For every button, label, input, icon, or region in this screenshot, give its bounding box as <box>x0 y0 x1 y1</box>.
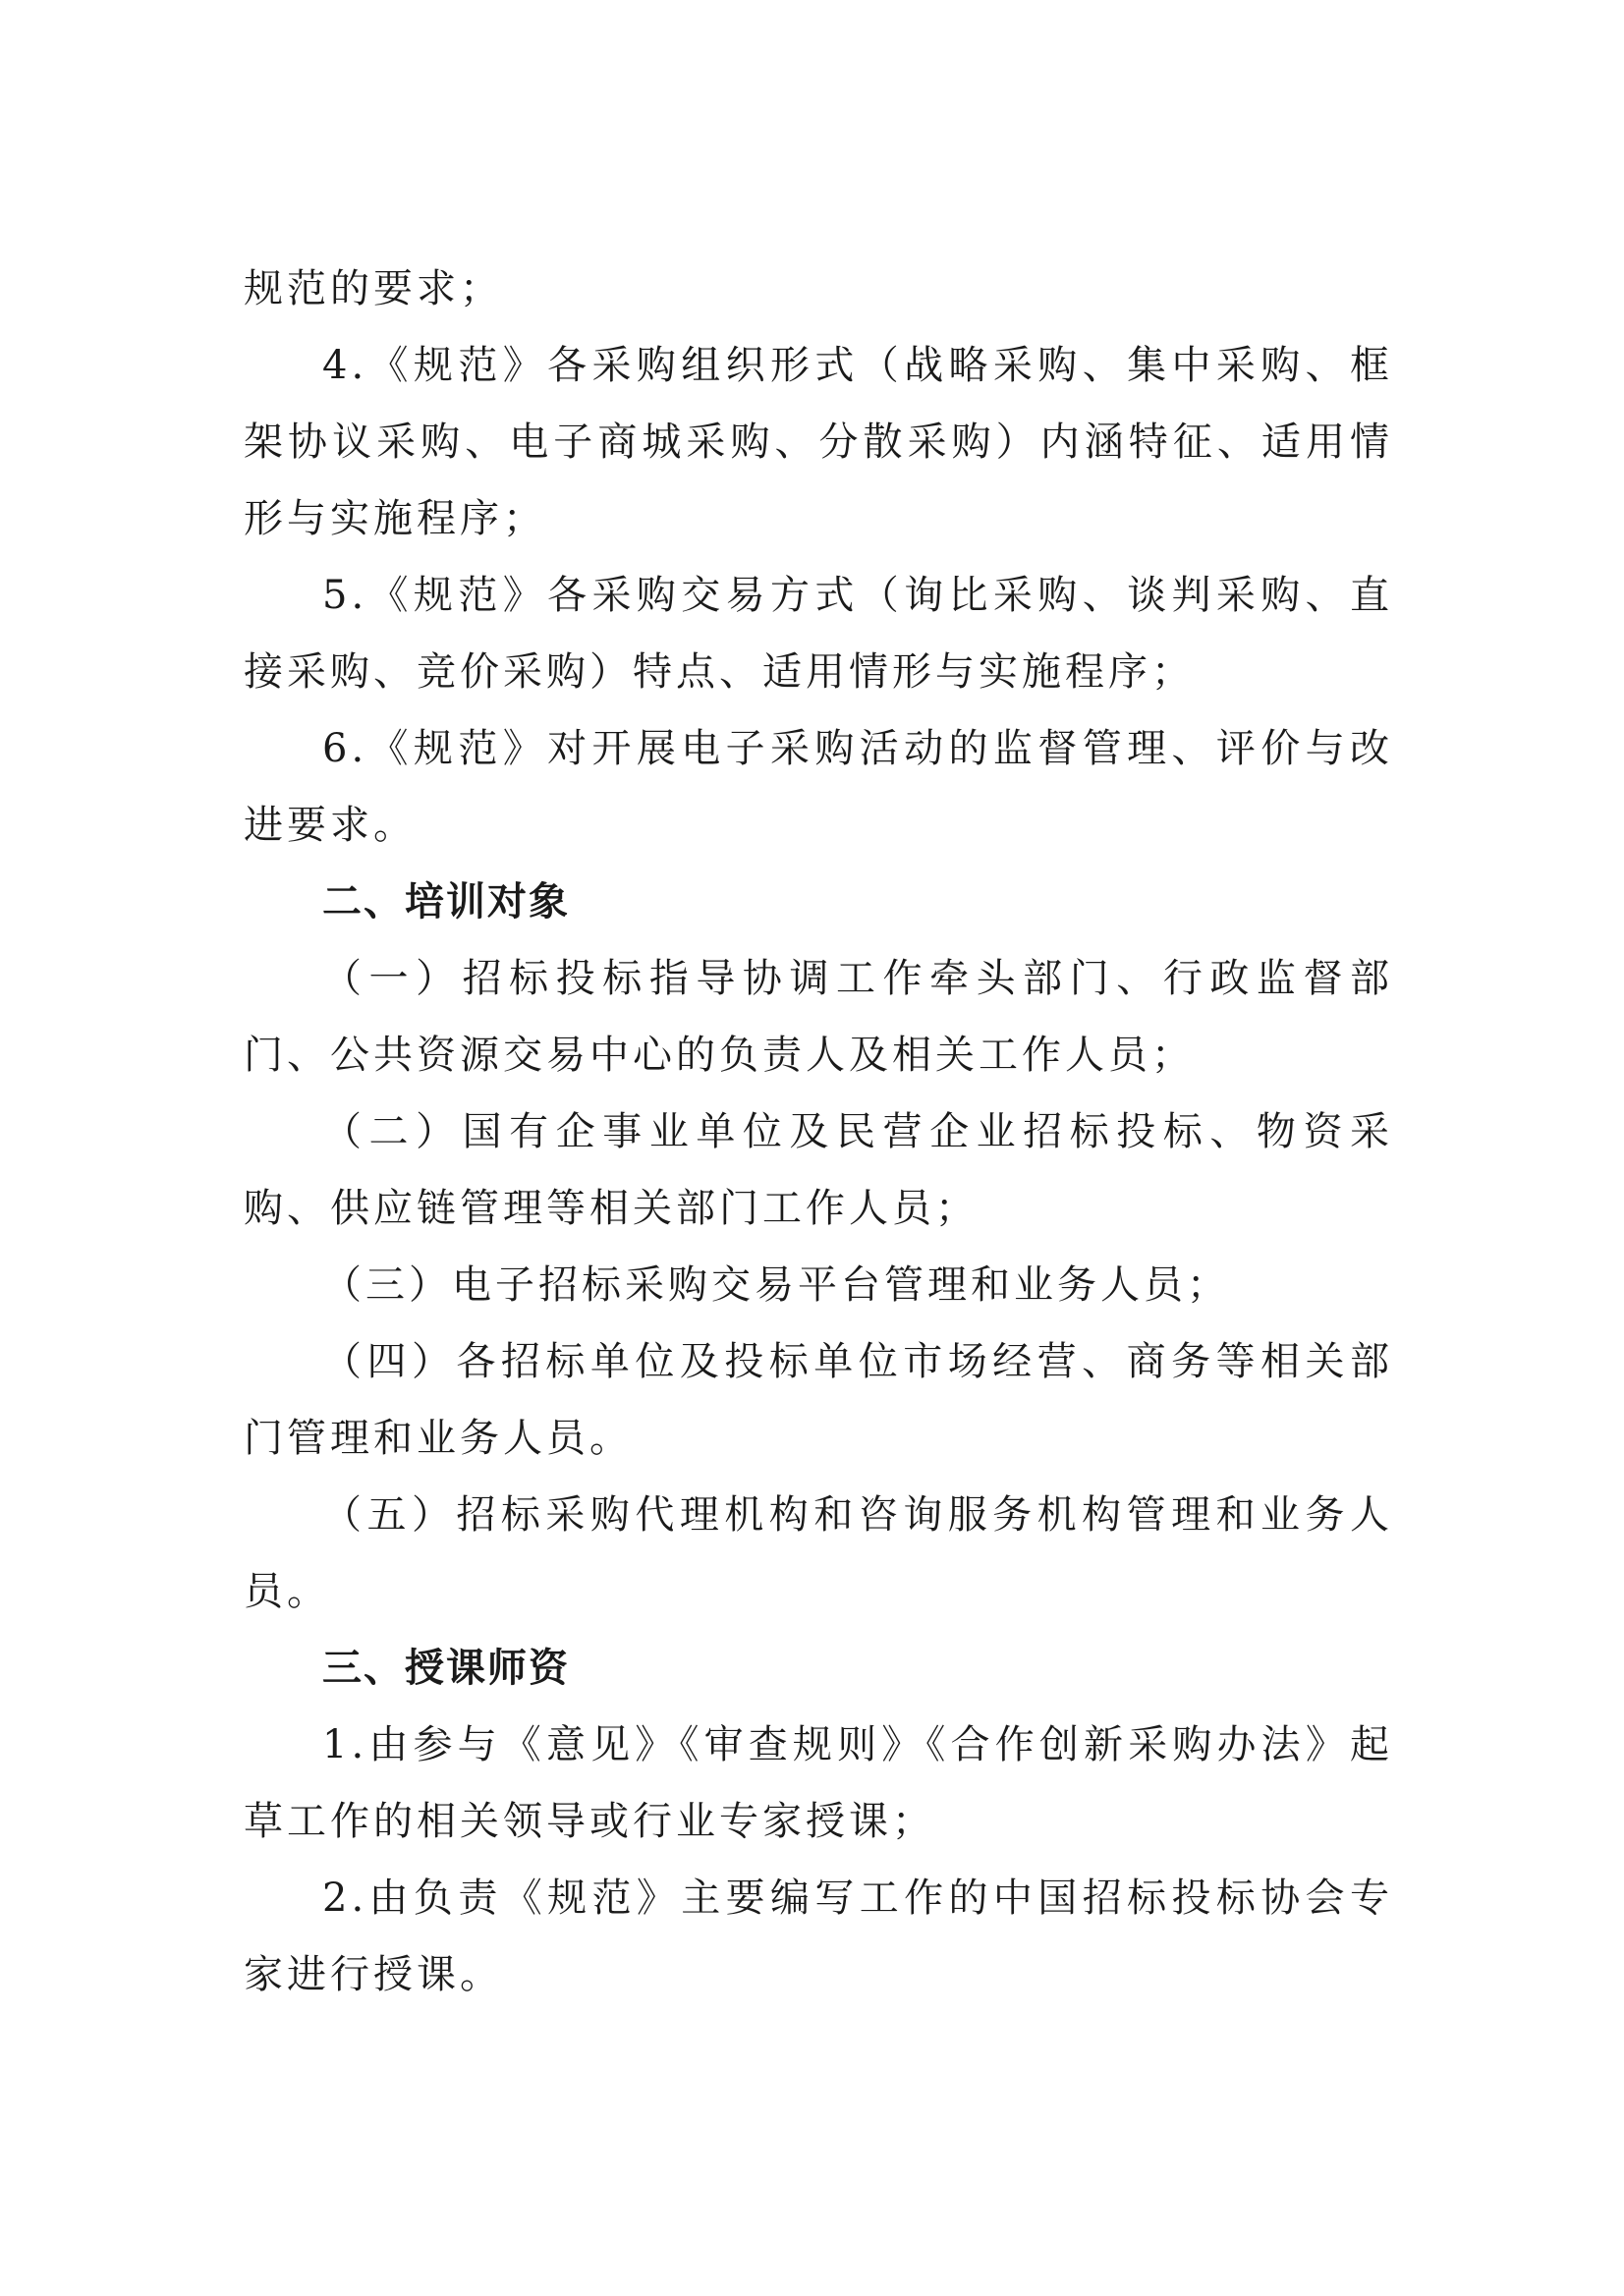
document-page <box>244 251 1393 2013</box>
paragraph-item-6: 6.《规范》对开展电子采购活动的监督管理、评价与改进要求。 <box>244 726 1393 848</box>
section-heading-training-targets: 二、培训对象 <box>322 879 570 924</box>
paragraph-item-4: 4.《规范》各采购组织形式（战略采购、集中采购、框架协议采购、电子商城采购、分散采购）内涵特征、适用情形与实施程序； <box>244 343 1393 541</box>
paragraph-instructor-2: 2.由负责《规范》主要编写工作的中国招标投标协会专家进行授课。 <box>244 1876 1393 1997</box>
section-heading-instructors: 三、授课师资 <box>322 1646 570 1691</box>
paragraph-item-5: 5.《规范》各采购交易方式（询比采购、谈判采购、直接采购、竞价采购）特点、适用情形与实施程序； <box>244 573 1393 695</box>
paragraph-target-3: （三）电子招标采购交易平台管理和业务人员； <box>322 1262 1230 1308</box>
paragraph-target-2: （二）国有企事业单位及民营企业招标投标、物资采购、供应链管理等相关部门工作人员； <box>244 1109 1393 1231</box>
paragraph-target-5: （五）招标采购代理机构和咨询服务机构管理和业务人员。 <box>244 1492 1393 1614</box>
paragraph-target-1: （一）招标投标指导协调工作牵头部门、行政监督部门、公共资源交易中心的负责人及相关工作人员； <box>244 956 1393 1078</box>
paragraph-instructor-1: 1.由参与《意见》《审查规则》《合作创新采购办法》起草工作的相关领导或行业专家授课； <box>244 1722 1393 1844</box>
paragraph-continuation: 规范的要求； <box>244 266 503 311</box>
paragraph-target-4: （四）各招标单位及投标单位市场经营、商务等相关部门管理和业务人员。 <box>244 1339 1393 1461</box>
